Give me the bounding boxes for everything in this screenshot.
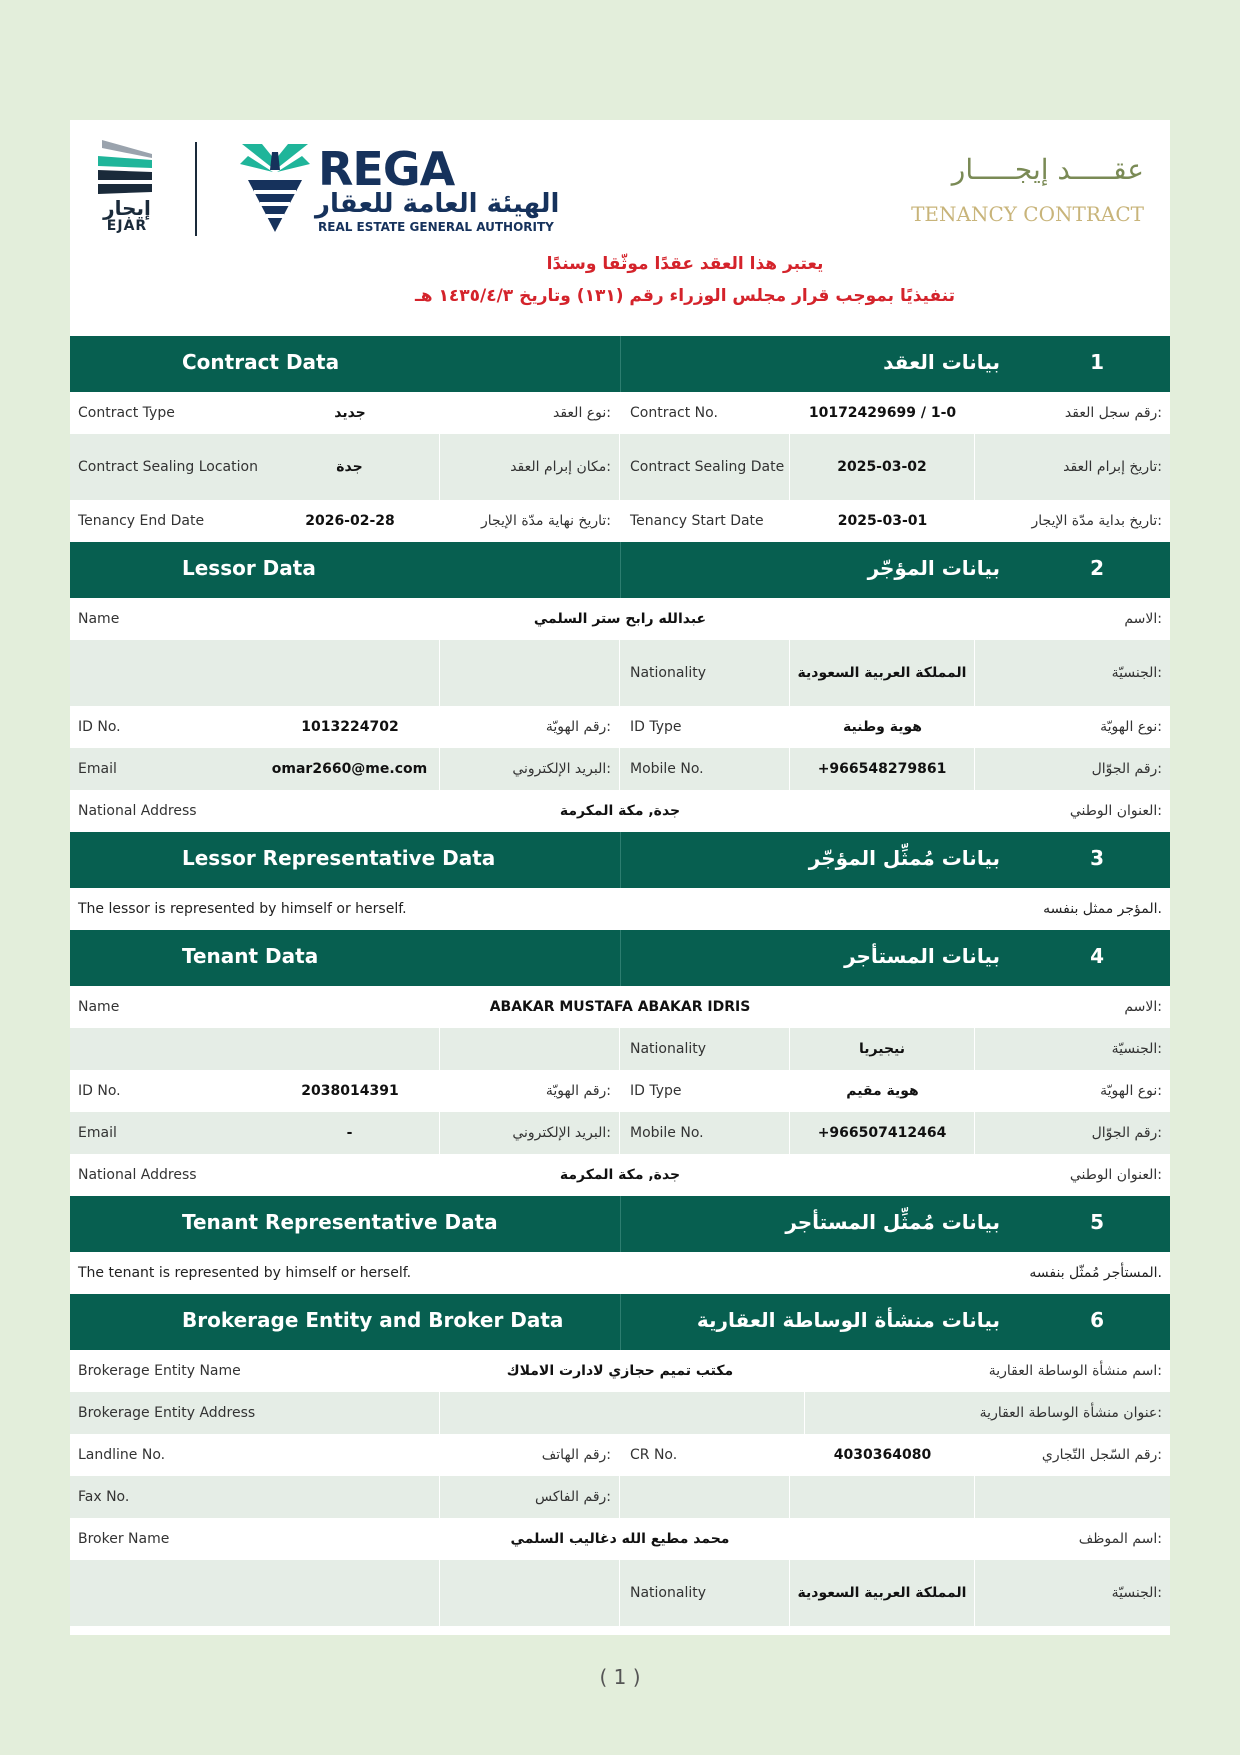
label-ar: العنوان الوطني: bbox=[1069, 803, 1162, 819]
value: ABAKAR MUSTAFA ABAKAR IDRIS bbox=[489, 999, 751, 1015]
value: 2025-03-02 bbox=[790, 434, 975, 500]
label-ar: تاريخ بداية مدّة الإيجار: bbox=[1031, 513, 1162, 529]
section-title-en: Contract Data bbox=[182, 350, 340, 374]
label-en: National Address bbox=[78, 803, 197, 819]
value: +966507412464 bbox=[790, 1112, 975, 1154]
label-ar: البريد الإلكتروني: bbox=[440, 748, 620, 790]
label-ar: الجنسيّة: bbox=[1111, 1585, 1162, 1601]
table-row bbox=[70, 1252, 1170, 1294]
label-ar: رقم الهويّة: bbox=[440, 1070, 620, 1112]
value: المملكة العربية السعودية bbox=[790, 640, 975, 706]
contract-page bbox=[70, 120, 1170, 1635]
label-en: Brokerage Entity Address bbox=[70, 1392, 440, 1434]
section-number: 3 bbox=[1090, 846, 1104, 870]
label-ar: الاسم: bbox=[1124, 999, 1162, 1015]
value: 10172429699 / 1-0 bbox=[808, 405, 957, 421]
section-header-tenant bbox=[70, 930, 1170, 986]
contract-title-arabic: عقـــــد إيجـــــار bbox=[951, 153, 1144, 186]
label-ar: رقم الجوّال: bbox=[1091, 761, 1162, 777]
value: جدة, مكة المكرمة bbox=[559, 803, 681, 819]
label-en: Contract Type bbox=[78, 405, 175, 421]
label-ar: نوع الهويّة: bbox=[1100, 719, 1162, 735]
label-ar: رقم الهاتف: bbox=[440, 1434, 620, 1476]
value: جديد bbox=[334, 405, 366, 421]
label-ar: تاريخ إبرام العقد: bbox=[1063, 459, 1162, 475]
section-title-ar: بيانات المستأجر bbox=[844, 944, 1000, 968]
logo-divider bbox=[195, 142, 197, 236]
label-ar: رقم السّجل التّجاري: bbox=[1041, 1447, 1162, 1463]
label-en: National Address bbox=[78, 1167, 197, 1183]
legal-notice bbox=[70, 248, 1170, 312]
contract-title bbox=[911, 150, 1144, 226]
label-ar: رقم الجوّال: bbox=[1091, 1125, 1162, 1141]
rega-wordmark: REGA bbox=[318, 142, 455, 196]
label-ar: نوع العقد: bbox=[440, 392, 620, 434]
document-header bbox=[70, 120, 1170, 336]
ejar-logo bbox=[92, 140, 162, 234]
value: 2026-02-28 bbox=[305, 513, 395, 529]
table-row bbox=[70, 706, 1170, 748]
table-row bbox=[70, 500, 1170, 542]
value: 2038014391 bbox=[301, 1083, 399, 1099]
label-en: Tenancy Start Date bbox=[630, 513, 764, 529]
table-row bbox=[70, 986, 1170, 1028]
value: هوية وطنية bbox=[843, 719, 922, 735]
label-en: Nationality bbox=[620, 1028, 790, 1070]
label-ar: عنوان منشأة الوساطة العقارية: bbox=[979, 1405, 1162, 1421]
value: مكتب تميم حجازي لادارت الاملاك bbox=[506, 1363, 734, 1379]
value: المملكة العربية السعودية bbox=[790, 1560, 975, 1626]
page-number: ( 1 ) bbox=[599, 1665, 641, 1689]
table-row bbox=[70, 1154, 1170, 1196]
label-ar: اسم منشأة الوساطة العقارية: bbox=[988, 1363, 1162, 1379]
label-en: Name bbox=[78, 999, 120, 1015]
value: 4030364080 bbox=[833, 1447, 932, 1463]
legal-notice-line-1: يعتبر هذا العقد عقدًا موثّقا وسندًا bbox=[546, 254, 824, 274]
table-row bbox=[70, 790, 1170, 832]
value: +966548279861 bbox=[790, 748, 975, 790]
label-ar: نوع الهويّة: bbox=[1100, 1083, 1162, 1099]
table-row bbox=[70, 888, 1170, 930]
label-en: Mobile No. bbox=[620, 1112, 790, 1154]
label-en: CR No. bbox=[630, 1447, 678, 1463]
label-en: ID No. bbox=[78, 719, 121, 735]
value: جدة, مكة المكرمة bbox=[559, 1167, 681, 1183]
ejar-stripes-icon bbox=[92, 140, 162, 196]
representation-note-ar: المؤجر ممثل بنفسه. bbox=[1043, 901, 1162, 917]
value: 2025-03-01 bbox=[837, 513, 928, 529]
value: جدة bbox=[260, 434, 440, 500]
label-en: ID No. bbox=[78, 1083, 121, 1099]
legal-notice-line-2: تنفيذيًا بموجب قرار مجلس الوزراء رقم (١٣١) وتاريخ ١٤٣٥/٤/٣ هـ bbox=[414, 286, 956, 306]
label-ar: رقم الفاكس: bbox=[440, 1476, 620, 1518]
contract-title-english: TENANCY CONTRACT bbox=[911, 202, 1144, 226]
label-en: ID Type bbox=[630, 1083, 682, 1099]
value: omar2660@me.com bbox=[260, 748, 440, 790]
section-header-lessor-rep bbox=[70, 832, 1170, 888]
label-en: Nationality bbox=[620, 1560, 790, 1626]
table-row bbox=[70, 1350, 1170, 1392]
label-en: Name bbox=[78, 611, 120, 627]
table-row bbox=[70, 1028, 1170, 1070]
label-ar: الاسم: bbox=[1124, 611, 1162, 627]
representation-note-en: The tenant is represented by himself or herself. bbox=[78, 1265, 412, 1281]
table-row bbox=[70, 640, 1170, 706]
section-title-en: Lessor Data bbox=[182, 556, 316, 580]
section-header-brokerage bbox=[70, 1294, 1170, 1350]
rega-palm-icon bbox=[240, 142, 310, 234]
section-title-ar: بيانات العقد bbox=[883, 350, 1000, 374]
label-en: Brokerage Entity Name bbox=[78, 1363, 241, 1379]
section-title-ar: بيانات مُمثِّل المؤجّر bbox=[808, 846, 1000, 870]
label-ar: مكان إبرام العقد: bbox=[440, 434, 620, 500]
label-en: Contract Sealing Location bbox=[78, 459, 258, 475]
table-row bbox=[70, 1476, 1170, 1518]
section-title-ar: بيانات مُمثِّل المستأجر bbox=[785, 1210, 1000, 1234]
table-row bbox=[70, 1070, 1170, 1112]
value: 1013224702 bbox=[301, 719, 399, 735]
rega-logo bbox=[240, 142, 570, 242]
representation-note-ar: المستأجر مُمثّل بنفسه. bbox=[1029, 1265, 1162, 1281]
section-title-en: Tenant Data bbox=[182, 944, 319, 968]
label-en: Fax No. bbox=[78, 1489, 130, 1505]
ejar-logo-arabic: إيجار bbox=[103, 196, 151, 220]
section-number: 6 bbox=[1090, 1308, 1104, 1332]
section-header-lessor bbox=[70, 542, 1170, 598]
table-row bbox=[70, 392, 1170, 434]
table-row bbox=[70, 598, 1170, 640]
label-ar: العنوان الوطني: bbox=[1069, 1167, 1162, 1183]
label-en: Contract Sealing Date bbox=[620, 434, 790, 500]
table-row bbox=[70, 1518, 1170, 1560]
section-title-ar: بيانات منشأة الوساطة العقارية bbox=[696, 1308, 1000, 1332]
value: محمد مطيع الله دغاليب السلمي bbox=[510, 1531, 730, 1547]
ejar-logo-english: EJAR bbox=[106, 218, 148, 234]
label-en: Landline No. bbox=[78, 1447, 166, 1463]
section-title-ar: بيانات المؤجّر bbox=[867, 556, 1000, 580]
table-row bbox=[70, 1112, 1170, 1154]
rega-arabic-name: الهيئة العامة للعقار bbox=[315, 189, 560, 219]
label-en: Email bbox=[78, 761, 117, 777]
label-en: Nationality bbox=[620, 640, 790, 706]
label-ar: اسم الموظف: bbox=[1078, 1531, 1162, 1547]
section-number: 1 bbox=[1090, 350, 1104, 374]
section-number: 4 bbox=[1090, 944, 1104, 968]
label-ar: الجنسيّة: bbox=[1111, 665, 1162, 681]
representation-note-en: The lessor is represented by himself or herself. bbox=[78, 901, 407, 917]
label-ar: رقم سجل العقد: bbox=[1064, 405, 1162, 421]
label-en: Email bbox=[78, 1125, 117, 1141]
label-en: Broker Name bbox=[78, 1531, 170, 1547]
value: - bbox=[260, 1112, 440, 1154]
table-row bbox=[70, 1434, 1170, 1476]
value: عبدالله رابح ستر السلمي bbox=[533, 611, 707, 627]
section-title-en: Lessor Representative Data bbox=[182, 846, 496, 870]
section-title-en: Tenant Representative Data bbox=[182, 1210, 498, 1234]
label-ar: رقم الهويّة: bbox=[440, 706, 620, 748]
value: نيجيريا bbox=[790, 1028, 975, 1070]
label-ar: البريد الإلكتروني: bbox=[440, 1112, 620, 1154]
table-row bbox=[70, 1392, 1170, 1434]
section-number: 2 bbox=[1090, 556, 1104, 580]
label-en: Mobile No. bbox=[620, 748, 790, 790]
label-ar: تاريخ نهاية مدّة الإيجار: bbox=[440, 500, 620, 542]
section-header-tenant-rep bbox=[70, 1196, 1170, 1252]
table-row bbox=[70, 748, 1170, 790]
value: هوية مقيم bbox=[846, 1083, 919, 1099]
section-number: 5 bbox=[1090, 1210, 1104, 1234]
label-en: Contract No. bbox=[630, 405, 718, 421]
label-ar: الجنسيّة: bbox=[1111, 1041, 1162, 1057]
table-row bbox=[70, 434, 1170, 500]
label-en: ID Type bbox=[630, 719, 682, 735]
rega-english-name: REAL ESTATE GENERAL AUTHORITY bbox=[318, 220, 554, 234]
table-row bbox=[70, 1560, 1170, 1626]
section-header-contract bbox=[70, 336, 1170, 392]
label-en: Tenancy End Date bbox=[78, 513, 205, 529]
section-title-en: Brokerage Entity and Broker Data bbox=[182, 1308, 564, 1332]
